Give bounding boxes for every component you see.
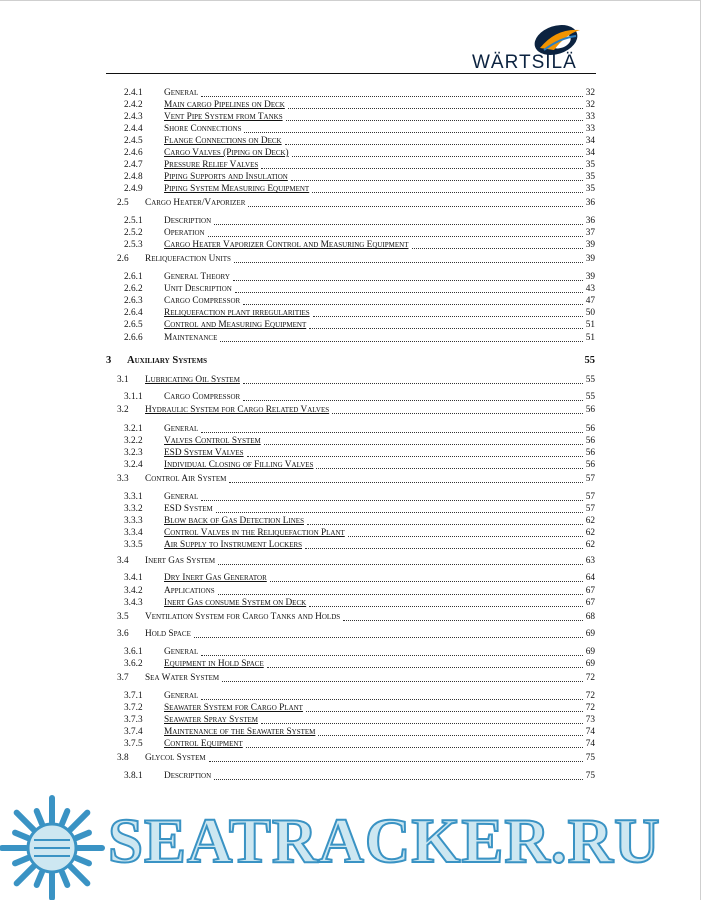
toc-title: Cargo Compressor (164, 296, 241, 306)
toc-entry[interactable] (0, 124, 701, 135)
toc-title: Glycol System (145, 753, 206, 763)
toc-leader (201, 96, 583, 97)
toc-title: General (164, 88, 199, 98)
toc-title: Blow back of Gas Detection Lines (164, 516, 304, 526)
toc-number: 3.3 (117, 474, 129, 484)
toc-number: 2.5.3 (124, 240, 143, 250)
toc-entry[interactable] (0, 160, 701, 171)
toc-entry[interactable] (0, 598, 701, 609)
toc-number: 2.6.4 (124, 308, 143, 318)
toc-entry[interactable] (0, 691, 701, 702)
toc-title: Lubricating Oil System (145, 375, 240, 385)
toc-entry[interactable] (0, 184, 701, 195)
toc-number: 3.2.4 (124, 460, 143, 470)
toc-entry[interactable] (0, 586, 701, 597)
toc-entry[interactable] (0, 136, 701, 147)
toc-entry[interactable] (0, 612, 701, 623)
toc-leader (244, 132, 583, 133)
toc-page-number: 74 (585, 727, 595, 737)
toc-title: General Theory (164, 272, 230, 282)
toc-title: Piping Supports and Insulation (164, 172, 288, 182)
toc-entry[interactable] (0, 216, 701, 227)
toc-title: Valves Control System (164, 436, 261, 446)
toc-leader (216, 512, 583, 513)
toc-page-number: 75 (585, 753, 595, 763)
toc-number: 3.7.3 (124, 715, 143, 725)
toc-number: 3.4.3 (124, 598, 143, 608)
toc-page-number: 67 (585, 586, 595, 596)
toc-number: 3.3.5 (124, 540, 143, 550)
toc-leader (243, 400, 583, 401)
toc-number: 2.4.9 (124, 184, 143, 194)
toc-page-number: 33 (585, 124, 595, 134)
toc-page-number: 35 (585, 184, 595, 194)
toc-number: 3.6.1 (124, 647, 143, 657)
toc-entry[interactable] (0, 100, 701, 111)
toc-page-number: 63 (585, 556, 595, 566)
toc-page-number: 32 (585, 100, 595, 110)
toc-page-number: 56 (585, 460, 595, 470)
toc-title: Shore Connections (164, 124, 242, 134)
toc-leader (306, 711, 583, 712)
toc-title: Hydraulic System for Cargo Related Valves (145, 405, 330, 415)
toc-leader (332, 413, 583, 414)
toc-page-number: 35 (585, 172, 595, 182)
toc-title: Inert Gas consume System on Deck (164, 598, 307, 608)
toc-entry[interactable] (0, 88, 701, 99)
toc-title: Maintenance (164, 333, 218, 343)
toc-leader (201, 500, 583, 501)
toc-entry[interactable] (0, 424, 701, 435)
toc-page-number: 34 (585, 136, 595, 146)
toc-entry[interactable] (0, 112, 701, 123)
toc-number: 2.6.1 (124, 272, 143, 282)
toc-leader (343, 620, 583, 621)
toc-entry[interactable] (0, 528, 701, 539)
toc-leader (286, 120, 583, 121)
header-rule (106, 73, 596, 74)
toc-number: 2.4.6 (124, 148, 143, 158)
toc-leader (313, 316, 583, 317)
toc-page-number: 56 (585, 436, 595, 446)
brand-name: WÄRTSILÄ (472, 52, 577, 73)
toc-entry[interactable] (0, 308, 701, 319)
toc-leader (267, 667, 583, 668)
toc-number: 3.7 (117, 673, 129, 683)
toc-page-number: 72 (585, 703, 595, 713)
toc-number: 3.2.1 (124, 424, 143, 434)
toc-entry[interactable] (0, 703, 701, 714)
toc-title: Ventilation System for Cargo Tanks and Holds (145, 612, 341, 622)
toc-page-number: 57 (585, 474, 595, 484)
toc-leader (292, 156, 583, 157)
toc-entry[interactable] (0, 492, 701, 503)
page-top-edge (0, 0, 701, 1)
toc-entry[interactable] (0, 504, 701, 515)
toc-leader (318, 735, 583, 736)
toc-leader (243, 304, 583, 305)
toc-title: Reliquefaction Units (145, 254, 231, 264)
toc-leader (233, 280, 583, 281)
toc-title: Cargo Valves (Piping on Deck) (164, 148, 289, 158)
toc-title: General (164, 492, 199, 502)
toc-title: General (164, 691, 199, 701)
toc-leader (307, 524, 583, 525)
toc-entry[interactable] (0, 715, 701, 726)
toc-number: 2.6.5 (124, 320, 143, 330)
toc-leader (214, 779, 583, 780)
toc-leader (201, 655, 583, 656)
toc-page-number: 73 (585, 715, 595, 725)
toc-number: 3.3.1 (124, 492, 143, 502)
toc-entry[interactable] (0, 448, 701, 459)
toc-entry[interactable] (0, 148, 701, 159)
toc-page-number: 72 (585, 673, 595, 683)
toc-number: 2.4.2 (124, 100, 143, 110)
toc-number: 3.3.3 (124, 516, 143, 526)
toc-title: Seawater Spray System (164, 715, 259, 725)
toc-leader (246, 747, 583, 748)
toc-page-number: 62 (585, 540, 595, 550)
toc-entry[interactable] (0, 516, 701, 527)
toc-number: 2.4.7 (124, 160, 143, 170)
toc-title: Vent Pipe System from Tanks (164, 112, 283, 122)
toc-page-number: 55 (585, 375, 595, 385)
toc-title: Control Valves in the Reliquefaction Plant (164, 528, 345, 538)
toc-leader (235, 292, 583, 293)
toc-number: 3.3.2 (124, 504, 143, 514)
toc-leader (270, 581, 583, 582)
toc-entry[interactable] (0, 354, 701, 367)
toc-number: 3.4.2 (124, 586, 143, 596)
toc-leader (243, 383, 583, 384)
toc-leader (248, 206, 583, 207)
toc-title: Main cargo Pipelines on Deck (164, 100, 285, 110)
toc-page-number: 39 (585, 254, 595, 264)
toc-leader (264, 444, 583, 445)
toc-leader (194, 637, 583, 638)
toc-entry[interactable] (0, 474, 701, 485)
toc-entry[interactable] (0, 272, 701, 283)
toc-title: Piping System Measuring Equipment (164, 184, 310, 194)
toc-entry[interactable] (0, 296, 701, 307)
toc-number: 3.8.1 (124, 771, 143, 781)
toc-page-number: 64 (585, 573, 595, 583)
toc-number: 3.3.4 (124, 528, 143, 538)
toc-entry[interactable] (0, 753, 701, 764)
toc-leader (348, 536, 583, 537)
toc-page-number: 68 (585, 612, 595, 622)
toc-entry[interactable] (0, 240, 701, 251)
toc-page-number: 36 (585, 216, 595, 226)
toc-entry[interactable] (0, 436, 701, 447)
toc-page-number: 36 (585, 198, 595, 208)
toc-title: Unit Description (164, 284, 232, 294)
toc-leader (288, 108, 583, 109)
toc-number: 3.7.5 (124, 739, 143, 749)
toc-leader (285, 144, 583, 145)
toc-page-number: 51 (585, 333, 595, 343)
toc-number: 2.6 (117, 254, 129, 264)
toc-title: Maintenance of the Seawater System (164, 727, 316, 737)
toc-entry[interactable] (0, 727, 701, 738)
toc-title: Equipment in Hold Space (164, 659, 264, 669)
watermark-text: SEATRACKER.RU (108, 806, 661, 876)
toc-page-number: 72 (585, 691, 595, 701)
toc-leader (222, 681, 583, 682)
toc-number: 3.1 (117, 375, 129, 385)
toc-page-number: 56 (585, 405, 595, 415)
toc-number: 2.6.2 (124, 284, 143, 294)
toc-entry[interactable] (0, 659, 701, 670)
toc-entry[interactable] (0, 392, 701, 403)
toc-entry[interactable] (0, 405, 701, 416)
toc-page-number: 75 (585, 771, 595, 781)
toc-page-number: 69 (585, 659, 595, 669)
toc-title: Cargo Heater Vaporizer Control and Measuring Equipment (164, 240, 409, 250)
toc-page-number: 47 (585, 296, 595, 306)
toc-number: 3.2.3 (124, 448, 143, 458)
toc-title: Individual Closing of Filling Valves (164, 460, 314, 470)
toc-page-number: 56 (585, 424, 595, 434)
toc-title: Air Supply to Instrument Lockers (164, 540, 303, 550)
toc-title: General (164, 647, 199, 657)
toc-entry[interactable] (0, 673, 701, 684)
toc-title: ESD System (164, 504, 213, 514)
toc-title: Control Air System (145, 474, 227, 484)
toc-number: 2.4.5 (124, 136, 143, 146)
toc-title: ESD System Valves (164, 448, 244, 458)
toc-number: 3.7.4 (124, 727, 143, 737)
toc-page-number: 69 (585, 647, 595, 657)
toc-number: 3.2.2 (124, 436, 143, 446)
toc-entry[interactable] (0, 647, 701, 658)
toc-leader (261, 723, 583, 724)
toc-title: Control and Measuring Equipment (164, 320, 307, 330)
toc-leader (412, 248, 583, 249)
toc-number: 3.4 (117, 556, 129, 566)
toc-leader (312, 192, 583, 193)
toc-leader (316, 468, 583, 469)
toc-number: 3.7.2 (124, 703, 143, 713)
toc-number: 2.6.3 (124, 296, 143, 306)
toc-entry[interactable] (0, 629, 701, 640)
toc-number: 3.7.1 (124, 691, 143, 701)
toc-number: 3.2 (117, 405, 129, 415)
toc-title: Flange Connections on Deck (164, 136, 282, 146)
toc-page-number: 56 (585, 448, 595, 458)
toc-leader (209, 761, 583, 762)
toc-number: 2.5.1 (124, 216, 143, 226)
toc-entry[interactable] (0, 320, 701, 331)
toc-page-number: 43 (585, 284, 595, 294)
toc-leader (218, 594, 583, 595)
toc-leader (214, 224, 583, 225)
toc-page-number: 62 (585, 528, 595, 538)
toc-leader (309, 328, 583, 329)
toc-title: Description (164, 216, 212, 226)
toc-title: Seawater System for Cargo Plant (164, 703, 303, 713)
toc-title: Pressure Relief Valves (164, 160, 259, 170)
toc-leader (229, 482, 583, 483)
toc-page-number: 37 (585, 228, 595, 238)
toc-leader (201, 699, 583, 700)
toc-leader (305, 548, 583, 549)
toc-page-number: 35 (585, 160, 595, 170)
toc-page-number: 39 (585, 240, 595, 250)
toc-number: 3.6.2 (124, 659, 143, 669)
toc-entry[interactable] (0, 198, 701, 209)
toc-page-number: 32 (585, 88, 595, 98)
toc-page-number: 69 (585, 629, 595, 639)
toc-page-number: 74 (585, 739, 595, 749)
toc-title: Reliquefaction plant irregularities (164, 308, 310, 318)
toc-number: 3.8 (117, 753, 129, 763)
toc-number: 2.5 (117, 198, 129, 208)
toc-page-number: 50 (585, 308, 595, 318)
toc-title: Description (164, 771, 212, 781)
toc-title: Dry Inert Gas Generator (164, 573, 267, 583)
toc-entry[interactable] (0, 739, 701, 750)
toc-number: 3.1.1 (124, 392, 143, 402)
toc-leader (220, 341, 583, 342)
toc-leader (234, 262, 583, 263)
toc-page-number: 57 (585, 504, 595, 514)
toc-number: 2.4.8 (124, 172, 143, 182)
toc-leader (247, 456, 583, 457)
toc-page-number: 51 (585, 320, 595, 330)
toc-title: Hold Space (145, 629, 191, 639)
toc-page-number: 39 (585, 272, 595, 282)
toc-entry[interactable] (0, 333, 701, 344)
toc-number: 3.4.1 (124, 573, 143, 583)
toc-page-number: 62 (585, 516, 595, 526)
toc-entry[interactable] (0, 284, 701, 295)
toc-leader (218, 564, 583, 565)
toc-number: 3 (106, 355, 112, 366)
toc-page-number: 55 (585, 392, 595, 402)
toc-page-number: 33 (585, 112, 595, 122)
toc-title: Applications (164, 586, 215, 596)
toc-number: 2.4.4 (124, 124, 143, 134)
toc-entry[interactable] (0, 540, 701, 551)
toc-entry[interactable] (0, 460, 701, 471)
toc-leader (309, 606, 583, 607)
toc-title: Cargo Heater/Vaporizer (145, 198, 246, 208)
toc-page-number: 67 (585, 598, 595, 608)
toc-entry[interactable] (0, 172, 701, 183)
toc-title: Control Equipment (164, 739, 243, 749)
toc-page-number: 55 (584, 355, 595, 366)
toc-leader (208, 236, 583, 237)
toc-leader (201, 432, 583, 433)
toc-page-number: 34 (585, 148, 595, 158)
toc-entry[interactable] (0, 556, 701, 567)
toc-number: 3.6 (117, 629, 129, 639)
toc-title: Cargo Compressor (164, 392, 241, 402)
toc-title: Auxiliary Systems (127, 355, 207, 366)
toc-entry[interactable] (0, 573, 701, 584)
toc-number: 3.5 (117, 612, 129, 622)
toc-number: 2.5.2 (124, 228, 143, 238)
toc-entry[interactable] (0, 254, 701, 265)
toc-title: Operation (164, 228, 205, 238)
toc-entry[interactable] (0, 228, 701, 239)
toc-number: 2.4.3 (124, 112, 143, 122)
toc-number: 2.6.6 (124, 333, 143, 343)
toc-entry[interactable] (0, 771, 701, 782)
toc-title: Sea Water System (145, 673, 220, 683)
toc-leader (291, 180, 583, 181)
toc-number: 2.4.1 (124, 88, 143, 98)
toc-entry[interactable] (0, 375, 701, 386)
toc-title: Inert Gas System (145, 556, 216, 566)
toc-page-number: 57 (585, 492, 595, 502)
toc-leader (261, 168, 583, 169)
toc-title: General (164, 424, 199, 434)
